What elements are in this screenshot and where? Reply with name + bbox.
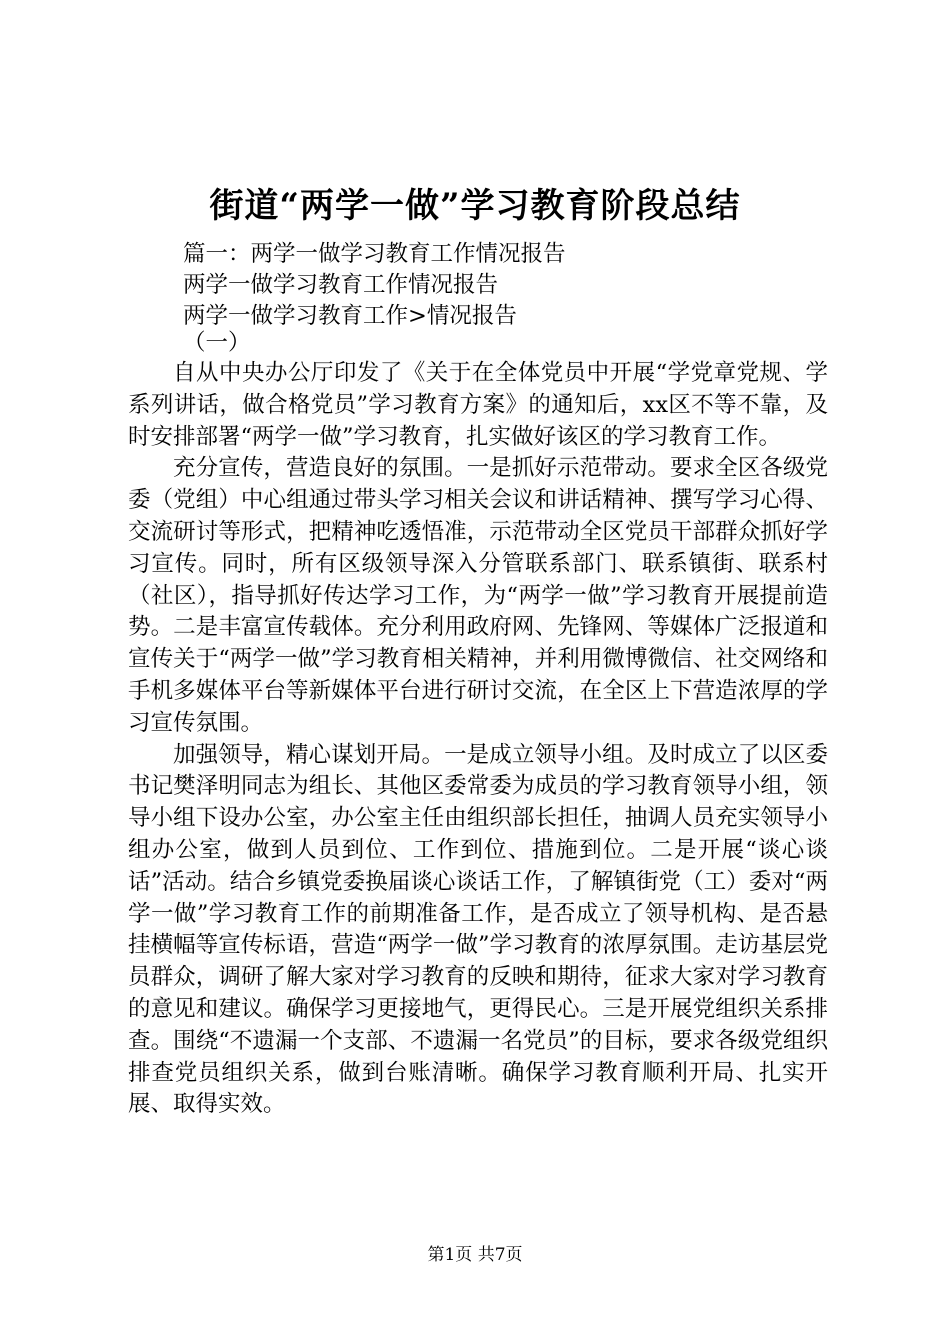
paragraph-intro: 自从中央办公厅印发了《关于在全体党员中开展“学党章党规、学系列讲话，做合格党员”学习教育方案》的通知后，xx区不等不靠，及时安排部署“两学一做”学习教育，扎实做好该区的学习教育工作。 — [128, 360, 828, 450]
report-title-line-link: 两学一做学习教育工作>情况报告 — [183, 303, 517, 329]
paragraph-publicity: 充分宣传，营造良好的氛围。一是抓好示范带动。要求全区各级党委（党组）中心组通过带头学习相关会议和讲话精神、撰写学习心得、交流研讨等形式，把精神吃透悟准，示范带动全区党员干部群众抓好学习宣传。同时，所有区级领导深入分管联系部门、联系镇街、联系村（社区），指导抓好传达学习工作，为“两学一做”学习教育开展提前造势。二是丰富宣传载体。充分利用政府网、先锋网、等媒体广泛报道和宣传关于“两学一做”学习教育相关精神，并利用微博微信、社交网络和手机多媒体平台等新媒体平台进行研讨交流，在全区上下营造浓厚的学习宣传氛围。 — [128, 455, 828, 736]
subsection-number: （一） — [183, 330, 251, 356]
report-title-line: 两学一做学习教育工作情况报告 — [183, 272, 499, 298]
section-heading: 篇一：两学一做学习教育工作情况报告 — [183, 241, 566, 267]
paragraph-leadership: 加强领导，精心谋划开局。一是成立领导小组。及时成立了以区委书记樊泽明同志为组长、其他区委常委为成员的学习教育领导小组，领导小组下设办公室，办公室主任由组织部长担任，抽调人员充实领导小组办公室，做到人员到位、工作到位、措施到位。二是开展“谈心谈话”活动。结合乡镇党委换届谈心谈话工作，了解镇街党（工）委对“两学一做”学习教育工作的前期准备工作，是否成立了领导机构、是否悬挂横幅等宣传标语，营造“两学一做”学习教育的浓厚氛围。走访基层党员群众，调研了解大家对学习教育的反映和期待，征求大家对学习教育的意见和建议。确保学习更接地气，更得民心。三是开展党组织关系排查。围绕“不遗漏一个支部、不遗漏一名党员”的目标，要求各级党组织排查党员组织关系，做到台账清晰。确保学习教育顺利开局、扎实开展、取得实效。 — [128, 741, 828, 1118]
page-number-footer: 第1页 共7页 — [427, 1245, 523, 1265]
document-body — [128, 358, 828, 1121]
document-title: 街道“两学一做”学习教育阶段总结 — [209, 186, 741, 226]
